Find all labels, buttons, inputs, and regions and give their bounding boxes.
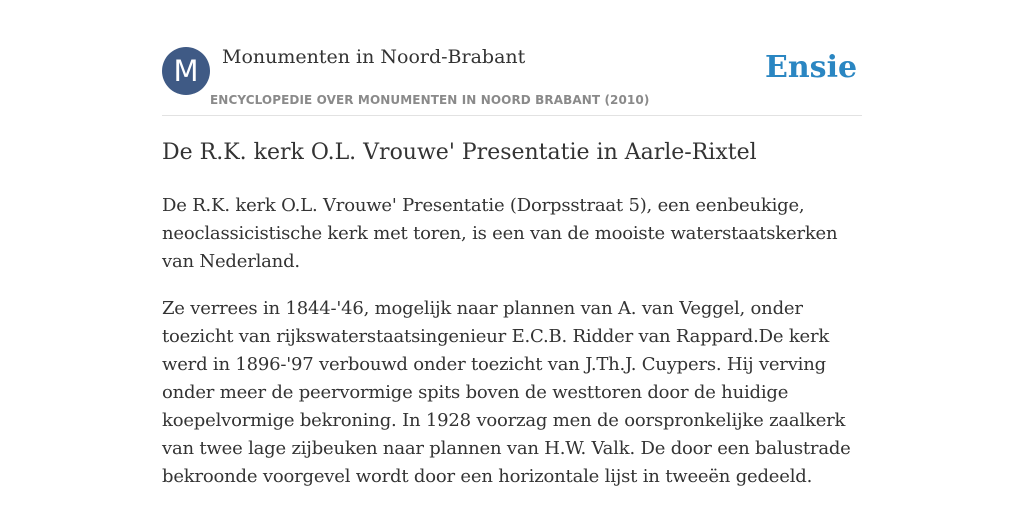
divider (162, 115, 862, 116)
article-paragraph: De R.K. kerk O.L. Vrouwe' Presentatie (Dorpsstraat 5), een eenbeukige, neoclassicistische kerk met toren, is een van de mooiste waterstaatskerken van Nederland. (162, 195, 838, 272)
article-body (162, 192, 867, 510)
source-title[interactable]: Monumenten in Noord-Brabant (222, 46, 526, 68)
article-paragraph: Ze verrees in 1844-'46, mogelijk naar plannen van A. van Veggel, onder toezicht van rijkswaterstaatsingenieur E.C.B. Ridder van Rappard.De kerk werd in 1896-'97 verbouwd onder toezicht van J.Th.J. Cuypers. Hij verving onder meer de peervormige spits boven de westtoren door de huidige koepelvormige bekroning. In 1928 voorzag men de oorspronkelijke zaalkerk van twee lage zijbeuken naar plannen van H.W. Valk. De door een balustrade bekroonde voorgevel wordt door een horizontale lijst in tweeën gedeeld. (162, 298, 851, 487)
ensie-logo[interactable]: Ensie (765, 50, 858, 85)
article-title: De R.K. kerk O.L. Vrouwe' Presentatie in Aarle-Rixtel (162, 140, 757, 165)
source-subtitle: ENCYCLOPEDIE OVER MONUMENTEN IN NOORD BRABANT (2010) (210, 93, 650, 107)
avatar[interactable]: M (162, 47, 210, 95)
